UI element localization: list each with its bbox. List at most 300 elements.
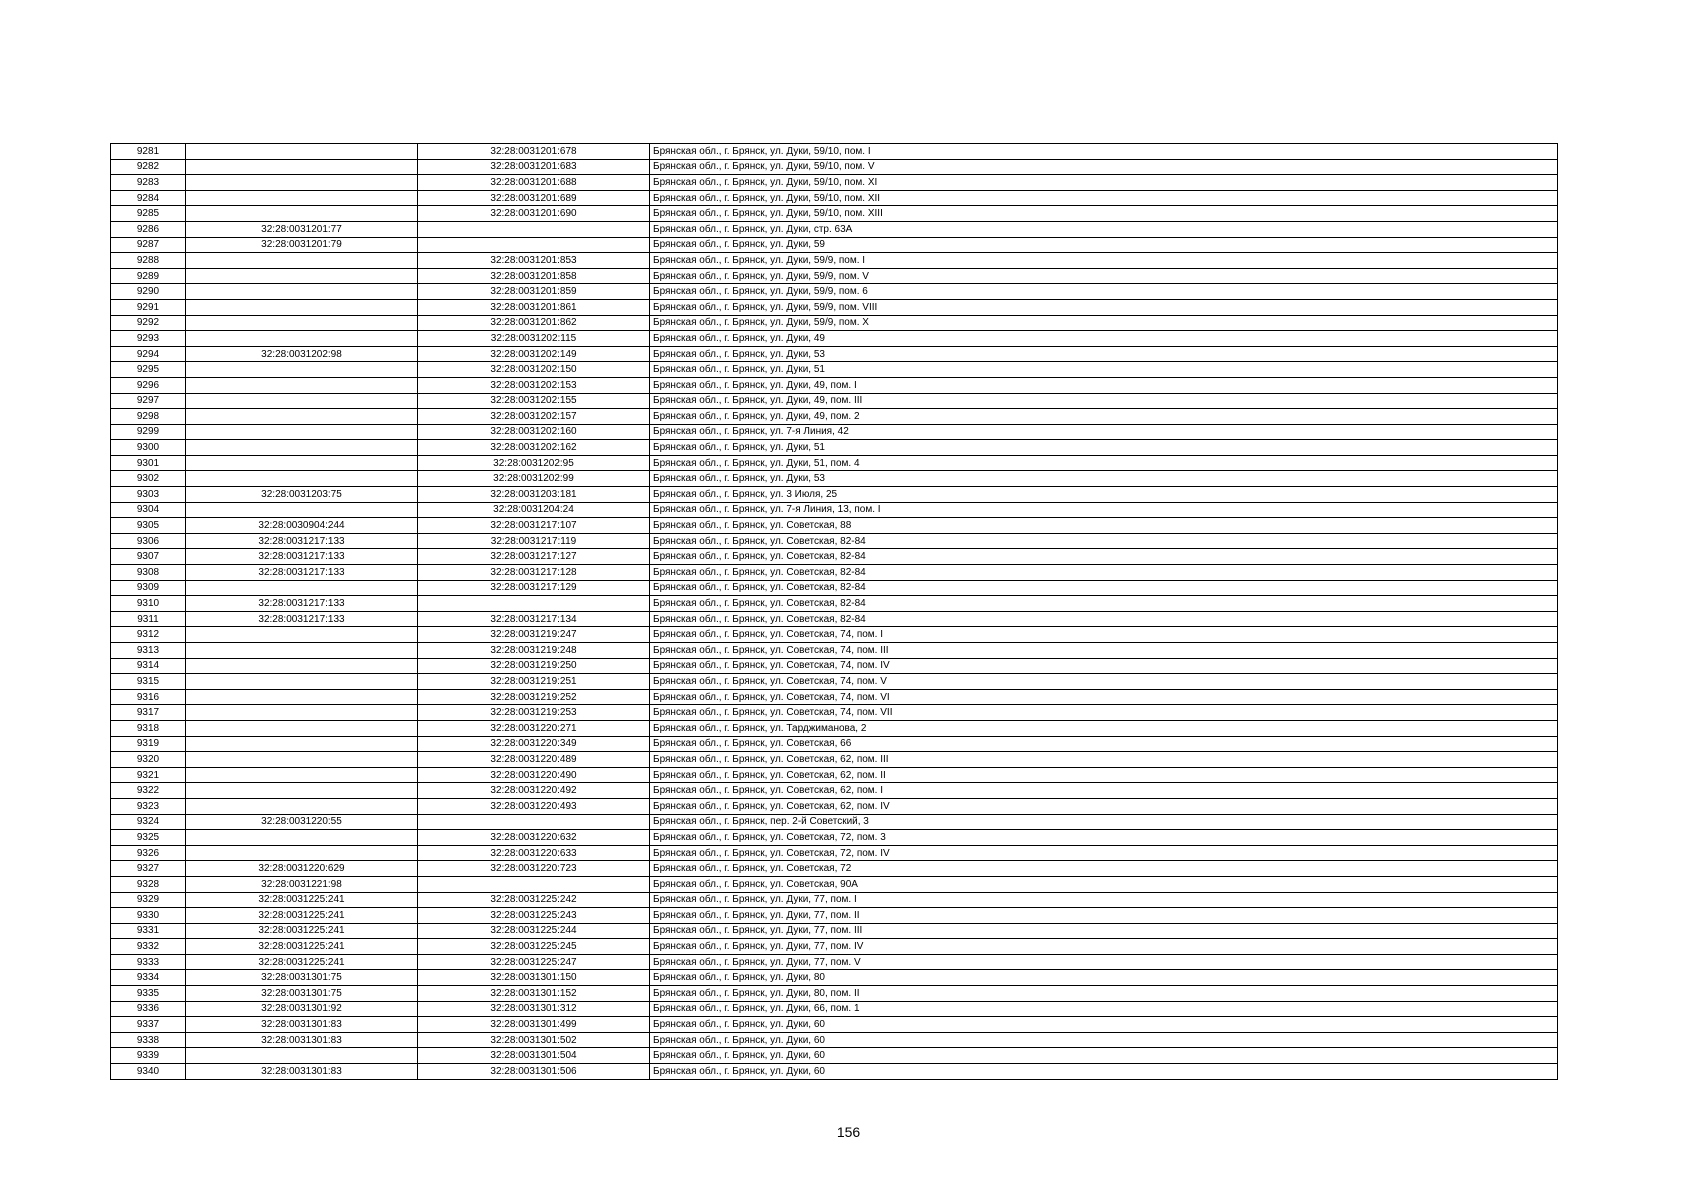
row-number-cell: 9296 — [111, 377, 186, 393]
registry-sheet — [110, 143, 1557, 1080]
parent-cadastral-number-cell — [186, 268, 418, 284]
row-number-cell: 9326 — [111, 845, 186, 861]
row-number-cell: 9293 — [111, 331, 186, 347]
row-number-cell: 9301 — [111, 455, 186, 471]
row-number-cell: 9285 — [111, 206, 186, 222]
table-row — [111, 689, 1558, 705]
table-row — [111, 502, 1558, 518]
cadastral-number-cell: 32:28:0031225:242 — [418, 892, 650, 908]
address-cell: Брянская обл., г. Брянск, ул. Советская, 62, пом. II — [650, 767, 1558, 783]
address-cell: Брянская обл., г. Брянск, ул. Советская, 74, пом. I — [650, 627, 1558, 643]
table-row — [111, 518, 1558, 534]
cadastral-number-cell — [418, 596, 650, 612]
address-cell: Брянская обл., г. Брянск, ул. 7-я Линия, 42 — [650, 424, 1558, 440]
parent-cadastral-number-cell: 32:28:0031217:133 — [186, 549, 418, 565]
address-cell: Брянская обл., г. Брянск, ул. Дуки, 51 — [650, 440, 1558, 456]
address-cell: Брянская обл., г. Брянск, ул. Советская, 74, пом. V — [650, 674, 1558, 690]
address-cell: Брянская обл., г. Брянск, ул. Советская, 82-84 — [650, 580, 1558, 596]
row-number-cell: 9290 — [111, 284, 186, 300]
address-cell: Брянская обл., г. Брянск, ул. Советская, 62, пом. IV — [650, 798, 1558, 814]
table-row — [111, 596, 1558, 612]
cadastral-number-cell: 32:28:0031203:181 — [418, 487, 650, 503]
cadastral-number-cell: 32:28:0031219:248 — [418, 643, 650, 659]
row-number-cell: 9327 — [111, 861, 186, 877]
cadastral-number-cell: 32:28:0031201:688 — [418, 175, 650, 191]
cadastral-number-cell: 32:28:0031201:678 — [418, 144, 650, 160]
address-cell: Брянская обл., г. Брянск, пер. 2-й Советский, 3 — [650, 814, 1558, 830]
table-row — [111, 455, 1558, 471]
address-cell: Брянская обл., г. Брянск, ул. Дуки, 49, пом. I — [650, 377, 1558, 393]
table-row — [111, 253, 1558, 269]
address-cell: Брянская обл., г. Брянск, ул. Тарджиманова, 2 — [650, 720, 1558, 736]
page-number: 156 — [836, 1124, 861, 1140]
parent-cadastral-number-cell — [186, 455, 418, 471]
cadastral-number-cell: 32:28:0031220:490 — [418, 767, 650, 783]
table-row — [111, 923, 1558, 939]
cadastral-number-cell: 32:28:0031201:858 — [418, 268, 650, 284]
table-row — [111, 268, 1558, 284]
row-number-cell: 9324 — [111, 814, 186, 830]
parent-cadastral-number-cell — [186, 377, 418, 393]
parent-cadastral-number-cell — [186, 1048, 418, 1064]
parent-cadastral-number-cell: 32:28:0030904:244 — [186, 518, 418, 534]
parent-cadastral-number-cell: 32:28:0031217:133 — [186, 533, 418, 549]
address-cell: Брянская обл., г. Брянск, ул. Советская, 74, пом. III — [650, 643, 1558, 659]
parent-cadastral-number-cell: 32:28:0031202:98 — [186, 346, 418, 362]
row-number-cell: 9282 — [111, 159, 186, 175]
cadastral-number-cell: 32:28:0031219:250 — [418, 658, 650, 674]
table-row — [111, 939, 1558, 955]
address-cell: Брянская обл., г. Брянск, ул. Дуки, 59/9, пом. VIII — [650, 299, 1558, 315]
table-row — [111, 221, 1558, 237]
row-number-cell: 9320 — [111, 752, 186, 768]
cadastral-number-cell: 32:28:0031201:859 — [418, 284, 650, 300]
cadastral-number-cell: 32:28:0031219:253 — [418, 705, 650, 721]
address-cell: Брянская обл., г. Брянск, ул. Дуки, 77, пом. II — [650, 908, 1558, 924]
address-cell: Брянская обл., г. Брянск, ул. Советская, 82-84 — [650, 565, 1558, 581]
table-row — [111, 954, 1558, 970]
parent-cadastral-number-cell: 32:28:0031201:79 — [186, 237, 418, 253]
table-row — [111, 331, 1558, 347]
table-row — [111, 627, 1558, 643]
cadastral-number-cell: 32:28:0031220:349 — [418, 736, 650, 752]
cadastral-number-cell: 32:28:0031201:861 — [418, 299, 650, 315]
address-cell: Брянская обл., г. Брянск, ул. Советская, 90А — [650, 876, 1558, 892]
address-cell: Брянская обл., г. Брянск, ул. Дуки, 49, пом. III — [650, 393, 1558, 409]
address-cell: Брянская обл., г. Брянск, ул. Советская, 82-84 — [650, 611, 1558, 627]
table-row — [111, 1032, 1558, 1048]
parent-cadastral-number-cell — [186, 159, 418, 175]
address-cell: Брянская обл., г. Брянск, ул. Дуки, 80, пом. II — [650, 986, 1558, 1002]
table-row — [111, 845, 1558, 861]
address-cell: Брянская обл., г. Брянск, ул. Дуки, 53 — [650, 471, 1558, 487]
parent-cadastral-number-cell — [186, 720, 418, 736]
table-row — [111, 658, 1558, 674]
cadastral-number-cell: 32:28:0031220:632 — [418, 830, 650, 846]
cadastral-number-cell: 32:28:0031201:690 — [418, 206, 650, 222]
parent-cadastral-number-cell — [186, 580, 418, 596]
row-number-cell: 9328 — [111, 876, 186, 892]
cadastral-number-cell: 32:28:0031225:245 — [418, 939, 650, 955]
parent-cadastral-number-cell — [186, 783, 418, 799]
address-cell: Брянская обл., г. Брянск, ул. Дуки, 77, пом. I — [650, 892, 1558, 908]
row-number-cell: 9303 — [111, 487, 186, 503]
parent-cadastral-number-cell — [186, 190, 418, 206]
cadastral-number-cell — [418, 221, 650, 237]
row-number-cell: 9332 — [111, 939, 186, 955]
row-number-cell: 9322 — [111, 783, 186, 799]
row-number-cell: 9336 — [111, 1001, 186, 1017]
parent-cadastral-number-cell — [186, 299, 418, 315]
row-number-cell: 9330 — [111, 908, 186, 924]
cadastral-number-cell: 32:28:0031220:493 — [418, 798, 650, 814]
address-cell: Брянская обл., г. Брянск, ул. Советская, 62, пом. III — [650, 752, 1558, 768]
parent-cadastral-number-cell: 32:28:0031301:83 — [186, 1032, 418, 1048]
parent-cadastral-number-cell — [186, 175, 418, 191]
table-row — [111, 580, 1558, 596]
table-row — [111, 674, 1558, 690]
address-cell: Брянская обл., г. Брянск, ул. Дуки, 77, пом. IV — [650, 939, 1558, 955]
row-number-cell: 9310 — [111, 596, 186, 612]
row-number-cell: 9314 — [111, 658, 186, 674]
row-number-cell: 9312 — [111, 627, 186, 643]
address-cell: Брянская обл., г. Брянск, ул. Дуки, стр. 63А — [650, 221, 1558, 237]
row-number-cell: 9309 — [111, 580, 186, 596]
parent-cadastral-number-cell — [186, 471, 418, 487]
parent-cadastral-number-cell: 32:28:0031225:241 — [186, 892, 418, 908]
address-cell: Брянская обл., г. Брянск, ул. Дуки, 59/9, пом. I — [650, 253, 1558, 269]
address-cell: Брянская обл., г. Брянск, ул. Дуки, 51, пом. 4 — [650, 455, 1558, 471]
row-number-cell: 9289 — [111, 268, 186, 284]
row-number-cell: 9340 — [111, 1064, 186, 1080]
parent-cadastral-number-cell: 32:28:0031301:75 — [186, 970, 418, 986]
table-row — [111, 643, 1558, 659]
cadastral-number-cell: 32:28:0031301:499 — [418, 1017, 650, 1033]
table-row — [111, 767, 1558, 783]
cadastral-number-cell: 32:28:0031301:152 — [418, 986, 650, 1002]
cadastral-number-cell: 32:28:0031202:160 — [418, 424, 650, 440]
row-number-cell: 9335 — [111, 986, 186, 1002]
address-cell: Брянская обл., г. Брянск, ул. Дуки, 59/9, пом. 6 — [650, 284, 1558, 300]
row-number-cell: 9316 — [111, 689, 186, 705]
address-cell: Брянская обл., г. Брянск, ул. Советская, 66 — [650, 736, 1558, 752]
row-number-cell: 9325 — [111, 830, 186, 846]
row-number-cell: 9294 — [111, 346, 186, 362]
parent-cadastral-number-cell — [186, 674, 418, 690]
cadastral-number-cell: 32:28:0031202:162 — [418, 440, 650, 456]
parent-cadastral-number-cell — [186, 689, 418, 705]
parent-cadastral-number-cell — [186, 206, 418, 222]
row-number-cell: 9334 — [111, 970, 186, 986]
address-cell: Брянская обл., г. Брянск, ул. Советская, 82-84 — [650, 533, 1558, 549]
cadastral-number-cell — [418, 876, 650, 892]
table-row — [111, 1048, 1558, 1064]
cadastral-number-cell: 32:28:0031301:150 — [418, 970, 650, 986]
address-cell: Брянская обл., г. Брянск, ул. Дуки, 66, пом. 1 — [650, 1001, 1558, 1017]
address-cell: Брянская обл., г. Брянск, ул. Дуки, 80 — [650, 970, 1558, 986]
table-row — [111, 861, 1558, 877]
parent-cadastral-number-cell: 32:28:0031217:133 — [186, 596, 418, 612]
address-cell: Брянская обл., г. Брянск, ул. Дуки, 49, пом. 2 — [650, 409, 1558, 425]
address-cell: Брянская обл., г. Брянск, ул. Дуки, 59/10, пом. XI — [650, 175, 1558, 191]
row-number-cell: 9306 — [111, 533, 186, 549]
row-number-cell: 9317 — [111, 705, 186, 721]
parent-cadastral-number-cell: 32:28:0031301:83 — [186, 1064, 418, 1080]
row-number-cell: 9321 — [111, 767, 186, 783]
row-number-cell: 9329 — [111, 892, 186, 908]
table-row — [111, 159, 1558, 175]
parent-cadastral-number-cell — [186, 767, 418, 783]
registry-table — [110, 143, 1558, 1080]
row-number-cell: 9286 — [111, 221, 186, 237]
address-cell: Брянская обл., г. Брянск, ул. Советская, 74, пом. VI — [650, 689, 1558, 705]
address-cell: Брянская обл., г. Брянск, ул. Дуки, 59/10, пом. V — [650, 159, 1558, 175]
parent-cadastral-number-cell — [186, 658, 418, 674]
row-number-cell: 9292 — [111, 315, 186, 331]
table-row — [111, 720, 1558, 736]
parent-cadastral-number-cell: 32:28:0031203:75 — [186, 487, 418, 503]
row-number-cell: 9304 — [111, 502, 186, 518]
cadastral-number-cell: 32:28:0031202:155 — [418, 393, 650, 409]
cadastral-number-cell: 32:28:0031217:107 — [418, 518, 650, 534]
table-row — [111, 830, 1558, 846]
parent-cadastral-number-cell: 32:28:0031225:241 — [186, 923, 418, 939]
cadastral-number-cell: 32:28:0031201:683 — [418, 159, 650, 175]
cadastral-number-cell: 32:28:0031225:243 — [418, 908, 650, 924]
row-number-cell: 9300 — [111, 440, 186, 456]
cadastral-number-cell — [418, 814, 650, 830]
address-cell: Брянская обл., г. Брянск, ул. Дуки, 53 — [650, 346, 1558, 362]
parent-cadastral-number-cell — [186, 830, 418, 846]
table-row — [111, 409, 1558, 425]
cadastral-number-cell: 32:28:0031204:24 — [418, 502, 650, 518]
address-cell: Брянская обл., г. Брянск, ул. Дуки, 51 — [650, 362, 1558, 378]
cadastral-number-cell: 32:28:0031202:149 — [418, 346, 650, 362]
cadastral-number-cell: 32:28:0031225:244 — [418, 923, 650, 939]
cadastral-number-cell: 32:28:0031202:115 — [418, 331, 650, 347]
table-row — [111, 611, 1558, 627]
address-cell: Брянская обл., г. Брянск, ул. Дуки, 77, пом. III — [650, 923, 1558, 939]
cadastral-number-cell: 32:28:0031202:99 — [418, 471, 650, 487]
table-row — [111, 487, 1558, 503]
cadastral-number-cell: 32:28:0031217:119 — [418, 533, 650, 549]
parent-cadastral-number-cell: 32:28:0031225:241 — [186, 908, 418, 924]
cadastral-number-cell — [418, 237, 650, 253]
table-row — [111, 346, 1558, 362]
row-number-cell: 9283 — [111, 175, 186, 191]
parent-cadastral-number-cell: 32:28:0031225:241 — [186, 939, 418, 955]
address-cell: Брянская обл., г. Брянск, ул. 3 Июля, 25 — [650, 487, 1558, 503]
table-row — [111, 144, 1558, 160]
address-cell: Брянская обл., г. Брянск, ул. Дуки, 77, пом. V — [650, 954, 1558, 970]
address-cell: Брянская обл., г. Брянск, ул. Дуки, 59/10, пом. XIII — [650, 206, 1558, 222]
parent-cadastral-number-cell — [186, 705, 418, 721]
address-cell: Брянская обл., г. Брянск, ул. Советская, 74, пом. VII — [650, 705, 1558, 721]
row-number-cell: 9299 — [111, 424, 186, 440]
cadastral-number-cell: 32:28:0031202:95 — [418, 455, 650, 471]
table-row — [111, 440, 1558, 456]
address-cell: Брянская обл., г. Брянск, ул. Дуки, 60 — [650, 1032, 1558, 1048]
table-row — [111, 299, 1558, 315]
parent-cadastral-number-cell — [186, 253, 418, 269]
address-cell: Брянская обл., г. Брянск, ул. Дуки, 49 — [650, 331, 1558, 347]
address-cell: Брянская обл., г. Брянск, ул. Дуки, 60 — [650, 1017, 1558, 1033]
table-row — [111, 908, 1558, 924]
address-cell: Брянская обл., г. Брянск, ул. Советская, 82-84 — [650, 596, 1558, 612]
table-row — [111, 424, 1558, 440]
address-cell: Брянская обл., г. Брянск, ул. Советская, 74, пом. IV — [650, 658, 1558, 674]
row-number-cell: 9323 — [111, 798, 186, 814]
address-cell: Брянская обл., г. Брянск, ул. 7-я Линия, 13, пом. I — [650, 502, 1558, 518]
address-cell: Брянская обл., г. Брянск, ул. Советская, 62, пом. I — [650, 783, 1558, 799]
row-number-cell: 9281 — [111, 144, 186, 160]
address-cell: Брянская обл., г. Брянск, ул. Советская, 88 — [650, 518, 1558, 534]
registry-table-body — [111, 144, 1558, 1080]
parent-cadastral-number-cell — [186, 752, 418, 768]
table-row — [111, 1017, 1558, 1033]
row-number-cell: 9284 — [111, 190, 186, 206]
table-row — [111, 377, 1558, 393]
parent-cadastral-number-cell: 32:28:0031201:77 — [186, 221, 418, 237]
address-cell: Брянская обл., г. Брянск, ул. Дуки, 60 — [650, 1048, 1558, 1064]
row-number-cell: 9295 — [111, 362, 186, 378]
cadastral-number-cell: 32:28:0031217:128 — [418, 565, 650, 581]
cadastral-number-cell: 32:28:0031202:157 — [418, 409, 650, 425]
address-cell: Брянская обл., г. Брянск, ул. Дуки, 59/9, пом. X — [650, 315, 1558, 331]
cadastral-number-cell: 32:28:0031201:689 — [418, 190, 650, 206]
row-number-cell: 9337 — [111, 1017, 186, 1033]
parent-cadastral-number-cell: 32:28:0031301:83 — [186, 1017, 418, 1033]
table-row — [111, 798, 1558, 814]
parent-cadastral-number-cell — [186, 362, 418, 378]
table-row — [111, 1064, 1558, 1080]
table-row — [111, 876, 1558, 892]
parent-cadastral-number-cell — [186, 627, 418, 643]
table-row — [111, 362, 1558, 378]
parent-cadastral-number-cell: 32:28:0031301:92 — [186, 1001, 418, 1017]
row-number-cell: 9318 — [111, 720, 186, 736]
cadastral-number-cell: 32:28:0031301:506 — [418, 1064, 650, 1080]
table-row — [111, 736, 1558, 752]
address-cell: Брянская обл., г. Брянск, ул. Советская, 82-84 — [650, 549, 1558, 565]
row-number-cell: 9305 — [111, 518, 186, 534]
row-number-cell: 9338 — [111, 1032, 186, 1048]
row-number-cell: 9307 — [111, 549, 186, 565]
row-number-cell: 9331 — [111, 923, 186, 939]
cadastral-number-cell: 32:28:0031220:633 — [418, 845, 650, 861]
address-cell: Брянская обл., г. Брянск, ул. Советская, 72, пом. 3 — [650, 830, 1558, 846]
row-number-cell: 9339 — [111, 1048, 186, 1064]
cadastral-number-cell: 32:28:0031301:502 — [418, 1032, 650, 1048]
row-number-cell: 9315 — [111, 674, 186, 690]
parent-cadastral-number-cell — [186, 736, 418, 752]
parent-cadastral-number-cell — [186, 409, 418, 425]
table-row — [111, 549, 1558, 565]
table-row — [111, 970, 1558, 986]
row-number-cell: 9319 — [111, 736, 186, 752]
parent-cadastral-number-cell — [186, 643, 418, 659]
table-row — [111, 393, 1558, 409]
cadastral-number-cell: 32:28:0031219:252 — [418, 689, 650, 705]
cadastral-number-cell: 32:28:0031301:504 — [418, 1048, 650, 1064]
cadastral-number-cell: 32:28:0031217:134 — [418, 611, 650, 627]
parent-cadastral-number-cell: 32:28:0031220:55 — [186, 814, 418, 830]
table-row — [111, 190, 1558, 206]
table-row — [111, 284, 1558, 300]
parent-cadastral-number-cell — [186, 798, 418, 814]
parent-cadastral-number-cell — [186, 284, 418, 300]
row-number-cell: 9288 — [111, 253, 186, 269]
address-cell: Брянская обл., г. Брянск, ул. Дуки, 59/9, пом. V — [650, 268, 1558, 284]
parent-cadastral-number-cell — [186, 393, 418, 409]
cadastral-number-cell: 32:28:0031301:312 — [418, 1001, 650, 1017]
cadastral-number-cell: 32:28:0031220:492 — [418, 783, 650, 799]
table-row — [111, 206, 1558, 222]
cadastral-number-cell: 32:28:0031220:723 — [418, 861, 650, 877]
table-row — [111, 471, 1558, 487]
cadastral-number-cell: 32:28:0031217:127 — [418, 549, 650, 565]
row-number-cell: 9311 — [111, 611, 186, 627]
cadastral-number-cell: 32:28:0031202:153 — [418, 377, 650, 393]
parent-cadastral-number-cell: 32:28:0031217:133 — [186, 611, 418, 627]
cadastral-number-cell: 32:28:0031201:853 — [418, 253, 650, 269]
table-row — [111, 783, 1558, 799]
address-cell: Брянская обл., г. Брянск, ул. Советская, 72, пом. IV — [650, 845, 1558, 861]
parent-cadastral-number-cell — [186, 315, 418, 331]
table-row — [111, 533, 1558, 549]
parent-cadastral-number-cell — [186, 502, 418, 518]
parent-cadastral-number-cell: 32:28:0031225:241 — [186, 954, 418, 970]
row-number-cell: 9308 — [111, 565, 186, 581]
cadastral-number-cell: 32:28:0031219:247 — [418, 627, 650, 643]
parent-cadastral-number-cell: 32:28:0031301:75 — [186, 986, 418, 1002]
row-number-cell: 9287 — [111, 237, 186, 253]
table-row — [111, 175, 1558, 191]
parent-cadastral-number-cell: 32:28:0031220:629 — [186, 861, 418, 877]
address-cell: Брянская обл., г. Брянск, ул. Дуки, 59/10, пом. I — [650, 144, 1558, 160]
row-number-cell: 9297 — [111, 393, 186, 409]
parent-cadastral-number-cell: 32:28:0031217:133 — [186, 565, 418, 581]
row-number-cell: 9298 — [111, 409, 186, 425]
table-row — [111, 814, 1558, 830]
table-row — [111, 892, 1558, 908]
address-cell: Брянская обл., г. Брянск, ул. Дуки, 59/10, пом. XII — [650, 190, 1558, 206]
parent-cadastral-number-cell — [186, 144, 418, 160]
row-number-cell: 9313 — [111, 643, 186, 659]
parent-cadastral-number-cell — [186, 440, 418, 456]
table-row — [111, 315, 1558, 331]
address-cell: Брянская обл., г. Брянск, ул. Советская, 72 — [650, 861, 1558, 877]
parent-cadastral-number-cell: 32:28:0031221:98 — [186, 876, 418, 892]
parent-cadastral-number-cell — [186, 845, 418, 861]
cadastral-number-cell: 32:28:0031217:129 — [418, 580, 650, 596]
table-row — [111, 1001, 1558, 1017]
table-row — [111, 986, 1558, 1002]
address-cell: Брянская обл., г. Брянск, ул. Дуки, 60 — [650, 1064, 1558, 1080]
cadastral-number-cell: 32:28:0031220:271 — [418, 720, 650, 736]
row-number-cell: 9291 — [111, 299, 186, 315]
table-row — [111, 705, 1558, 721]
parent-cadastral-number-cell — [186, 424, 418, 440]
cadastral-number-cell: 32:28:0031225:247 — [418, 954, 650, 970]
address-cell: Брянская обл., г. Брянск, ул. Дуки, 59 — [650, 237, 1558, 253]
row-number-cell: 9333 — [111, 954, 186, 970]
table-row — [111, 565, 1558, 581]
cadastral-number-cell: 32:28:0031219:251 — [418, 674, 650, 690]
row-number-cell: 9302 — [111, 471, 186, 487]
cadastral-number-cell: 32:28:0031202:150 — [418, 362, 650, 378]
table-row — [111, 237, 1558, 253]
